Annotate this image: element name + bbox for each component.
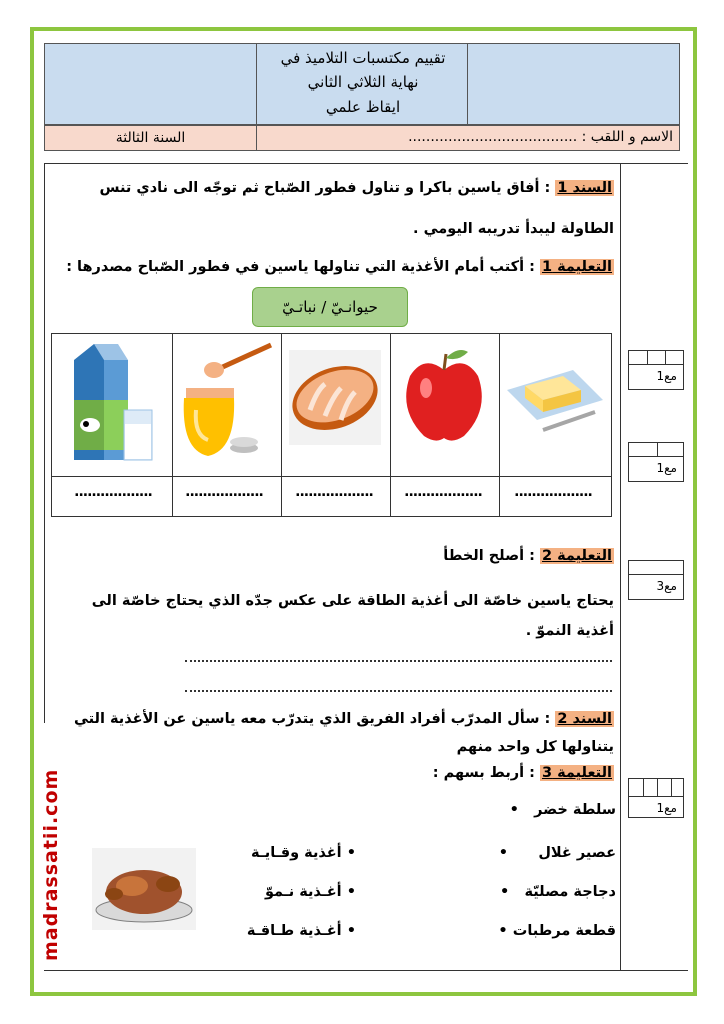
food-table	[51, 333, 612, 517]
answer-blank-milk[interactable]: ..................	[74, 484, 152, 500]
ins1-label: التعليمة 1	[541, 259, 612, 275]
score-label: مع1	[656, 461, 677, 475]
food-item-juice: عصير غلال •	[498, 845, 616, 861]
school-year: السنة الثالثة	[45, 126, 257, 150]
name-field[interactable]: الاسم و اللقب : ......................................	[408, 129, 673, 145]
score-box-2	[628, 442, 684, 482]
ins1-line	[66, 256, 614, 278]
apple-icon	[394, 340, 494, 470]
roast-chicken-image	[92, 848, 196, 930]
food-item-cake: قطعة مرطبات •	[498, 923, 616, 939]
score-column-divider	[620, 163, 621, 971]
ins2-paragraph1: يحتاج ياسين خاصّة الى أغذية الطاقة على عكس جدّه الذي يحتاج خاصّة الى	[91, 593, 614, 609]
header-title-line1: تقييم مكتسبات التلاميذ في	[280, 49, 446, 67]
header-title-line3: ايقاظ علمي	[325, 98, 401, 116]
food-item-chicken: دجاجة مصليّة •	[500, 884, 616, 900]
source-options-pill: حيوانـيّ / نباتـيّ	[252, 287, 408, 327]
ins2-label: التعليمة 2	[541, 548, 612, 564]
ins2-text: : أصلح الخطأ	[443, 548, 540, 564]
ins3-line	[433, 762, 614, 784]
sanad2-label: السند 2	[557, 711, 612, 727]
sanad1-text1: : أفاق ياسين باكرا و تناول فطور الصّباح ثم توجّه الى نادي تنس	[99, 180, 556, 196]
score-box-1	[628, 350, 684, 390]
score-label: مع3	[656, 579, 677, 593]
sanad1-line1	[100, 177, 614, 199]
ins3-text: : أربط بسهم :	[432, 765, 540, 781]
watermark-side-text: madrassatii.com	[40, 768, 62, 962]
left-border	[44, 163, 45, 723]
name-bar	[44, 125, 680, 151]
answer-line-2[interactable]	[185, 690, 612, 692]
sanad1-label: السند 1	[557, 180, 612, 196]
score-label: مع1	[656, 801, 677, 815]
butter-icon	[503, 340, 607, 470]
score-box-3	[628, 560, 684, 600]
answer-blank-honey[interactable]: ..................	[185, 484, 263, 500]
answer-blank-bread[interactable]: ..................	[295, 484, 373, 500]
answer-blank-butter[interactable]: ..................	[514, 484, 592, 500]
header-cell-left	[45, 44, 257, 124]
group-energy: • أغـذية طـاقـة	[246, 923, 356, 939]
group-growth: • أغـذية نـموّ	[264, 884, 356, 900]
bread-icon	[285, 340, 385, 470]
header-table	[44, 43, 680, 125]
sanad1-text2: الطاولة ليبدأ تدريبه اليومي .	[413, 221, 614, 237]
ins1-text: : أكتب أمام الأغذية التي تناولها ياسين في فطور الصّباح مصدرها :	[66, 259, 540, 275]
group-protection: • أغذية وقـايـة	[251, 845, 356, 861]
sanad2-text2: يتناولها كل واحد منهم	[456, 739, 614, 755]
honey-icon	[176, 340, 276, 470]
sanad2-line1	[74, 708, 614, 730]
ins2-line	[443, 545, 614, 567]
score-label: مع1	[656, 369, 677, 383]
ins3-label: التعليمة 3	[541, 765, 612, 781]
score-box-4	[628, 778, 684, 818]
ins2-paragraph2: أغذية النموّ .	[525, 623, 614, 639]
milk-icon	[64, 340, 156, 470]
answer-blank-apple[interactable]: ..................	[404, 484, 482, 500]
sanad2-text1: : سأل المدرّب أفراد الفريق الذي يتدرّب معه ياسين عن الأغذية التي	[73, 711, 556, 727]
answer-line-1[interactable]	[185, 660, 612, 662]
food-item-salad: سلطة خضر •	[509, 802, 616, 818]
header-cell-right	[467, 44, 679, 124]
row-divider	[52, 476, 611, 477]
header-title-line2: نهاية الثلاثي الثاني	[307, 73, 419, 91]
